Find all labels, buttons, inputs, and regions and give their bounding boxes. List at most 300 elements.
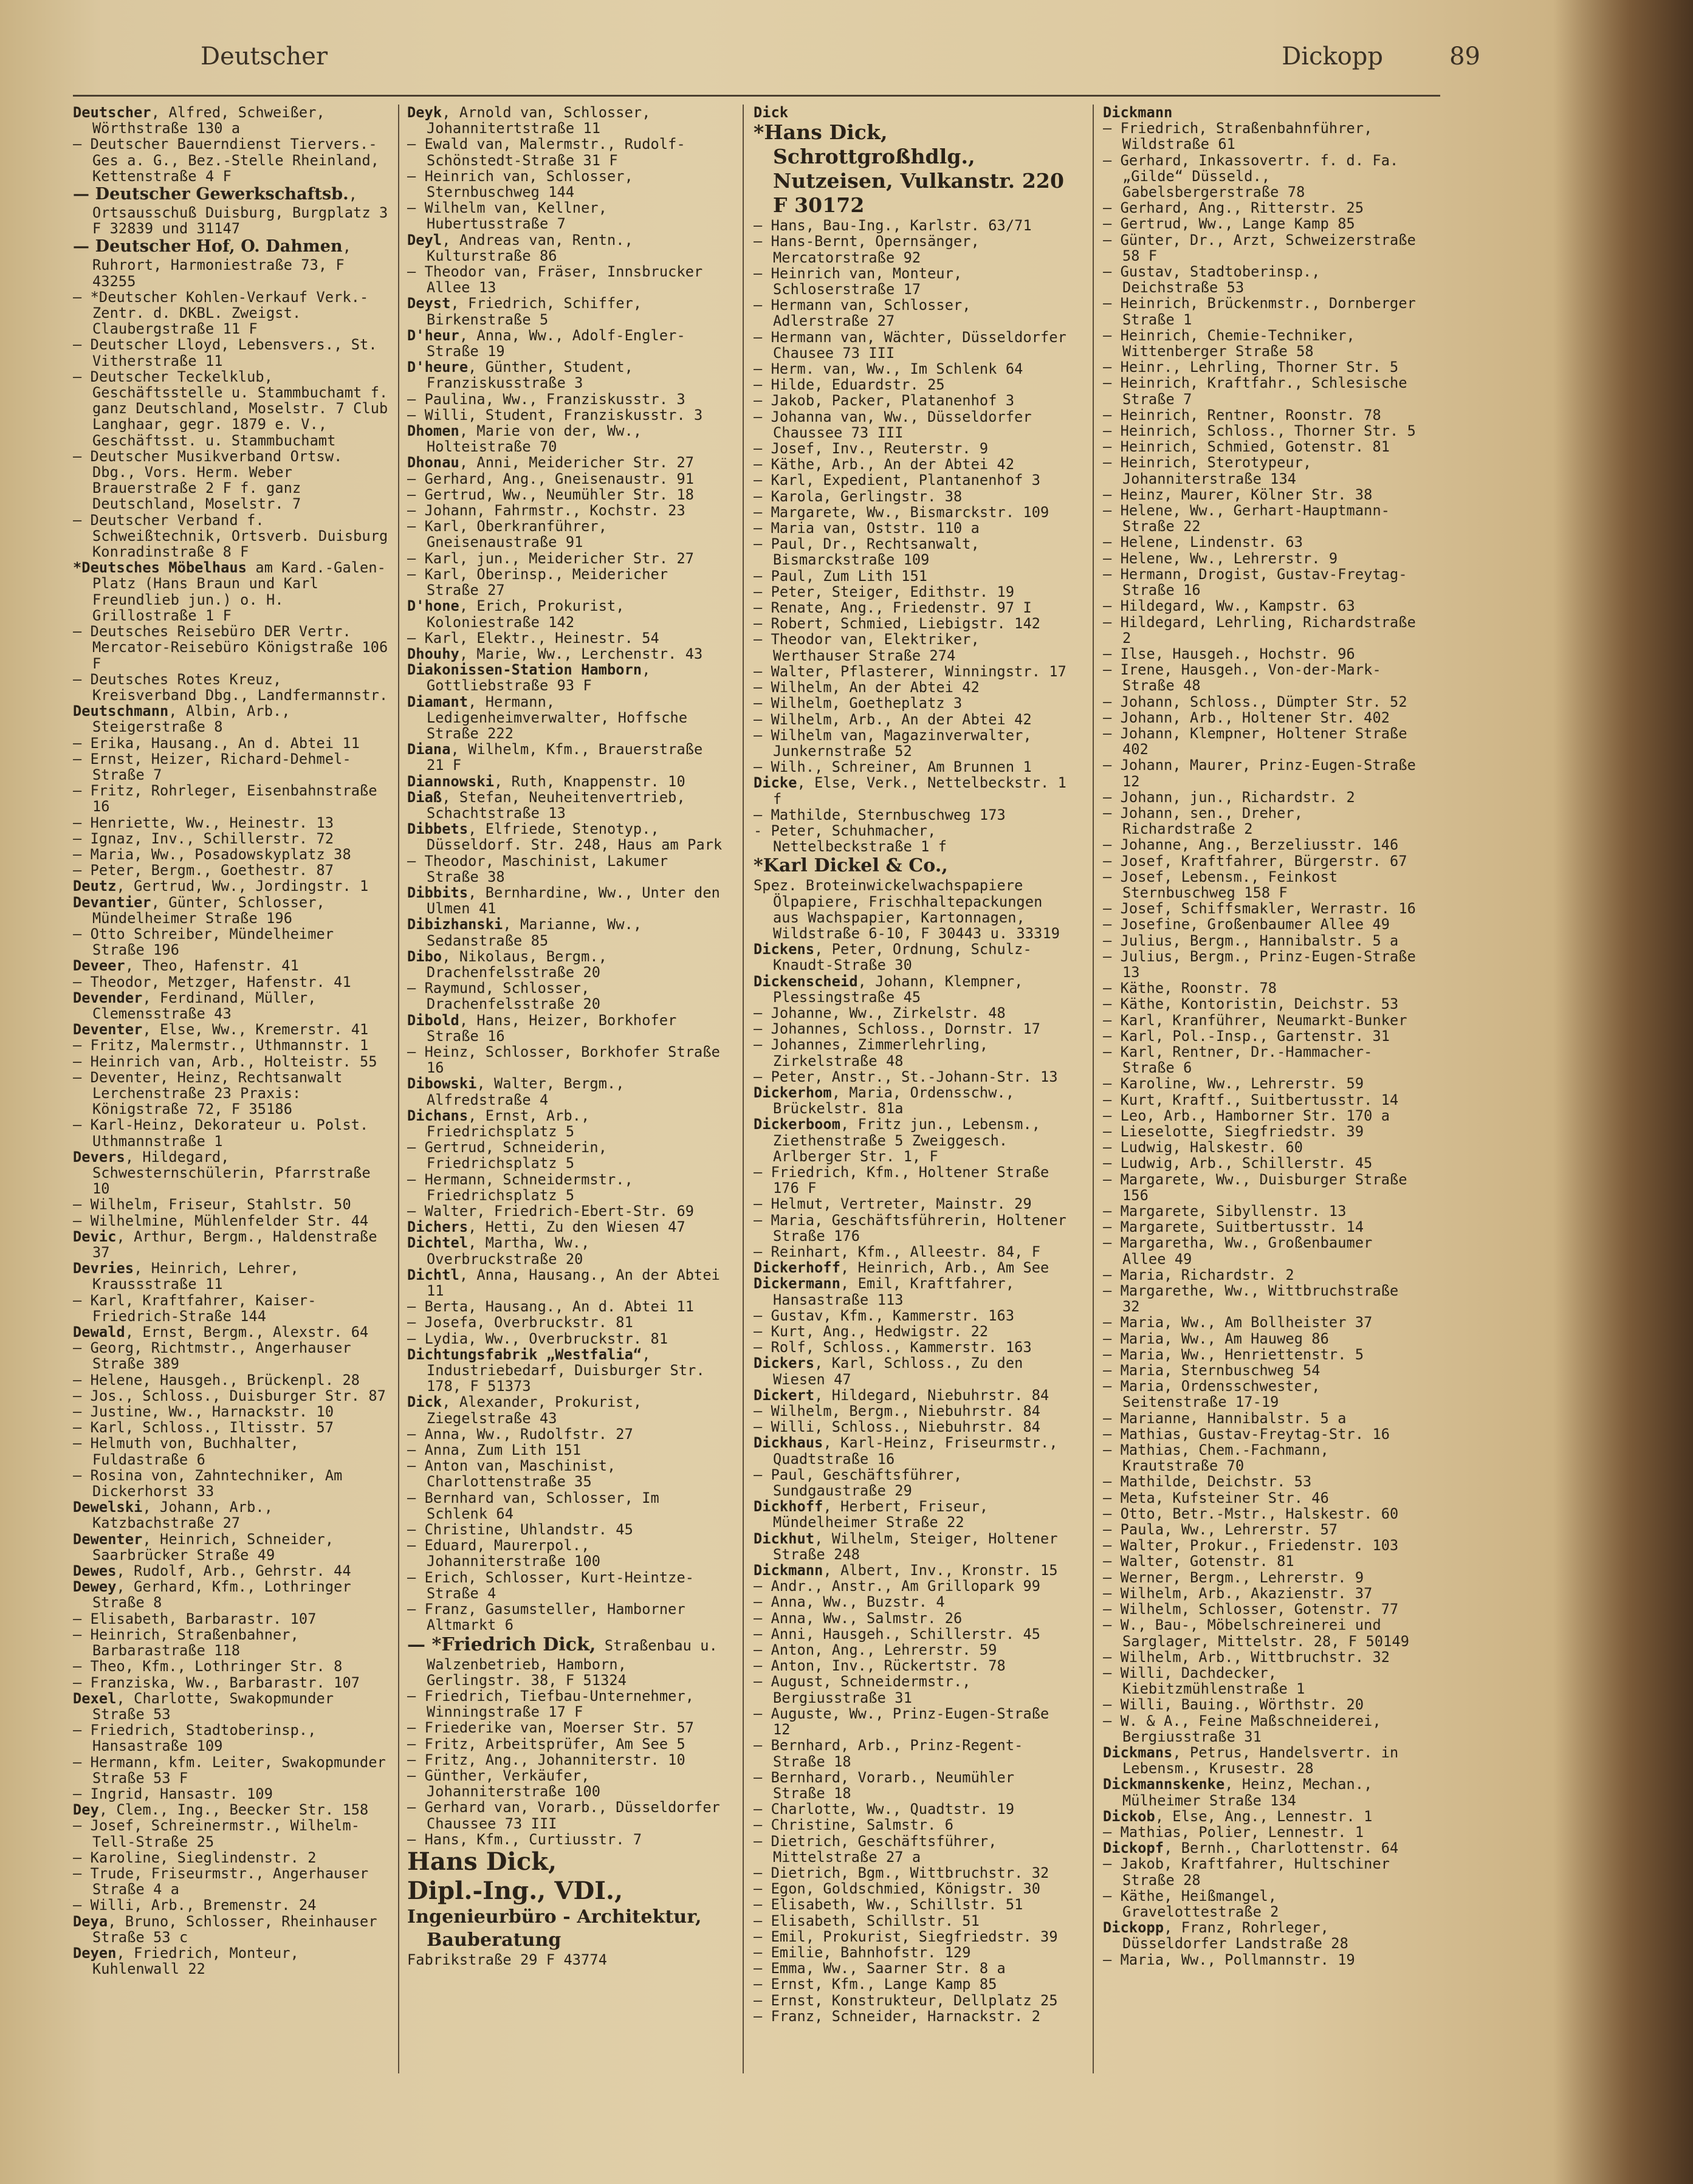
directory-entry: Diakonissen-Station Hamborn, Gottliebstraße 93 F — [407, 661, 651, 695]
directory-entry: — Ernst, Heizer, Richard-Dehmel-Straße 7 — [73, 750, 351, 783]
directory-entry: Dickmannskenke, Heinz, Mechan., Mülheimer Straße 134 — [1103, 1776, 1373, 1809]
column-divider — [743, 105, 744, 2073]
directory-entry: — Wilhelm van, Magazinverwalter, Junkernstraße 52 — [754, 726, 1032, 760]
directory-entry: Deyk, Arnold van, Schlosser, Johannitertstraße 11 — [407, 104, 651, 137]
directory-entry: — Fritz, Ang., Johanniterstr. 10 — [407, 1751, 685, 1768]
directory-entry: Dickers, Karl, Schloss., Zu den Wiesen 47 — [754, 1355, 1023, 1388]
directory-entry: — Mathias, Polier, Lennestr. 1 — [1103, 1823, 1364, 1841]
directory-entry: — Heinrich, Rentner, Roonstr. 78 — [1103, 406, 1381, 424]
directory-entry: — Willi, Dachdecker, Kiebitzmühlenstraße 1 — [1103, 1664, 1305, 1698]
directory-entry: — Heinrich van, Monteur, Schloserstraße 17 — [754, 264, 963, 298]
directory-entry: — Helene, Ww., Lehrerstr. 9 — [1103, 549, 1338, 567]
directory-entry: — Paul, Geschäftsführer, Sundgaustraße 29 — [754, 1466, 963, 1500]
column-3 — [754, 105, 1070, 2024]
directory-entry: — Gertrud, Ww., Lange Kamp 85 — [1103, 215, 1355, 233]
directory-entry: — Willi, Student, Franziskusstr. 3 — [407, 406, 703, 424]
directory-entry: — Helene, Ww., Gerhart-Hauptmann-Straße 22 — [1103, 502, 1390, 535]
directory-entry: — Johann, Arb., Holtener Str. 402 — [1103, 709, 1390, 726]
directory-entry: — Emilie, Bahnhofstr. 129 — [754, 1943, 971, 1961]
directory-entry: — Erika, Hausang., An d. Abtei 11 — [73, 734, 360, 752]
directory-entry: — Anna, Ww., Buzstr. 4 — [754, 1593, 945, 1611]
directory-entry: — Ewald van, Malermstr., Rudolf-Schönstedt-Straße 31 F — [407, 136, 685, 169]
directory-entry: — Margarete, Ww., Bismarckstr. 109 — [754, 503, 1049, 521]
directory-entry: Dickenscheid, Johann, Klempner, Plessingstraße 45 — [754, 972, 1023, 1006]
directory-entry: Dickopf, Bernh., Charlottenstr. 64 — [1103, 1839, 1399, 1857]
directory-entry: Deventer, Else, Ww., Kremerstr. 41 — [73, 1021, 369, 1039]
directory-entry: — Renate, Ang., Friedenstr. 97 I — [754, 599, 1032, 617]
directory-entry: — Berta, Hausang., An d. Abtei 11 — [407, 1298, 695, 1316]
directory-entry: Dibowski, Walter, Bergm., Alfredstraße 4 — [407, 1075, 625, 1108]
directory-entry: — Margarete, Ww., Duisburger Straße 156 — [1103, 1170, 1407, 1204]
directory-entry: — Franz, Gasumsteller, Hamborner Altmarkt 6 — [407, 1601, 685, 1634]
directory-entry: — Johann, jun., Richardstr. 2 — [1103, 788, 1355, 806]
directory-entry: Dickerboom, Fritz jun., Lebensm., Ziethenstraße 5 Zweiggesch. Arlberger Str. 1, F — [754, 1116, 1041, 1165]
directory-entry: — Käthe, Arb., An der Abtei 42 — [754, 456, 1015, 473]
directory-entry: — Auguste, Ww., Prinz-Eugen-Straße 12 — [754, 1705, 1049, 1739]
directory-entry: — Heinrich van, Schlosser, Sternbuschweg 144 — [407, 167, 633, 201]
directory-entry: — Hermann, Schneidermstr., Friedrichsplatz 5 — [407, 1170, 633, 1204]
directory-entry: Dey, Clem., Ing., Beecker Str. 158 — [73, 1801, 369, 1819]
directory-entry: — Wilh., Schreiner, Am Brunnen 1 — [754, 758, 1032, 776]
directory-entry: Deutschmann, Albin, Arb., Steigerstraße 8 — [73, 702, 290, 736]
directory-entry: Dichtungsfabrik „Westfalia“, Industriebedarf, Duisburger Str. 178, F 51373 — [407, 1345, 705, 1395]
directory-entry: — Karl, Elektr., Heinestr. 54 — [407, 629, 659, 647]
directory-entry: Diana, Wilhelm, Kfm., Brauerstraße 21 F — [407, 741, 703, 774]
directory-entry: — Christine, Salmstr. 6 — [754, 1816, 954, 1834]
directory-entry: — Mathilde, Deichstr. 53 — [1103, 1473, 1312, 1491]
directory-entry: Diaß, Stefan, Neuheitenvertrieb, Schachtstraße 13 — [407, 788, 685, 822]
directory-entry: — Käthe, Heißmangel, Gravelottestraße 2 — [1103, 1887, 1279, 1920]
directory-entry: Dickert, Hildegard, Niebuhrstr. 84 — [754, 1386, 1049, 1404]
directory-entry: — Wilhelm, Bergm., Niebuhrstr. 84 — [754, 1403, 1041, 1420]
directory-entry: Spez. Broteinwickelwachspapiere Ölpapiere, Frischhaltepackungen aus Wachspapier, Kartonnagen, Wildstraße 6-10, F 30443 u. 33319 — [754, 877, 1060, 942]
directory-entry: — Justine, Ww., Harnackstr. 10 — [73, 1403, 334, 1421]
directory-entry: Dickmans, Petrus, Handelsvertr. in Lebensm., Krusestr. 28 — [1103, 1743, 1399, 1777]
directory-entry: — Heinrich, Straßenbahner, Barbarastraße 118 — [73, 1626, 299, 1660]
directory-entry: — Margarete, Suitbertusstr. 14 — [1103, 1218, 1364, 1236]
directory-entry: Dickhut, Wilhelm, Steiger, Holtener Straße 248 — [754, 1530, 1058, 1563]
directory-entry: — Henriette, Ww., Heinestr. 13 — [73, 814, 334, 831]
directory-entry: — Johanne, Ang., Berzeliusstr. 146 — [1103, 836, 1399, 854]
directory-entry: — Willi, Schloss., Niebuhrstr. 84 — [754, 1418, 1041, 1436]
directory-entry: — Wilhelm, Arb., An der Abtei 42 — [754, 710, 1032, 728]
directory-entry: — Friedrich, Straßenbahnführer, Wildstraße 61 — [1103, 120, 1373, 153]
directory-entry: Deyst, Friedrich, Schiffer, Birkenstraße 5 — [407, 295, 642, 328]
directory-entry: — Karoline, Ww., Lehrerstr. 59 — [1103, 1075, 1364, 1093]
directory-entry: — Deutscher Musikverband Ortsw. Dbg., Vors. Herm. Weber Brauerstraße 2 F f. ganz Deutschland, Moselstr. 7 — [73, 447, 343, 513]
directory-entry: — Deutsches Reisebüro DER Vertr. Mercator-Reisebüro Königstraße 106 F — [73, 623, 388, 672]
page-number: 89 — [1449, 43, 1480, 70]
directory-entry: — Gustav, Kfm., Kammerstr. 163 — [754, 1307, 1015, 1324]
directory-entry: — Günter, Dr., Arzt, Schweizerstraße 58 F — [1103, 231, 1416, 264]
directory-entry: — Deutscher Lloyd, Lebensvers., St. Vitherstraße 11 — [73, 336, 377, 369]
directory-entry: Diannowski, Ruth, Knappenstr. 10 — [407, 772, 685, 790]
directory-entry: — Fritz, Arbeitsprüfer, Am See 5 — [407, 1735, 685, 1753]
directory-entry: — Anton van, Maschinist, Charlottenstraße 35 — [407, 1457, 616, 1491]
directory-entry: — Karl, Schloss., Iltisstr. 57 — [73, 1419, 334, 1437]
directory-entry: — Julius, Bergm., Prinz-Eugen-Straße 13 — [1103, 947, 1416, 981]
directory-entry: — Maria, Ww., Pollmannstr. 19 — [1103, 1951, 1355, 1968]
directory-entry: Hans Dick, — [407, 1847, 557, 1876]
column-1 — [73, 105, 389, 1977]
directory-entry: — Rosina von, Zahntechniker, Am Dickerhorst 33 — [73, 1466, 343, 1500]
directory-entry: — Helmuth von, Buchhalter, Fuldastraße 6 — [73, 1435, 299, 1468]
directory-entry: — Heinrich, Schmied, Gotenstr. 81 — [1103, 438, 1390, 456]
directory-entry: — Franz, Schneider, Harnackstr. 2 — [754, 2007, 1041, 2025]
directory-entry: Deyl, Andreas van, Rentn., Kulturstraße 86 — [407, 231, 633, 264]
directory-entry: — Willi, Bauing., Wörthstr. 20 — [1103, 1696, 1364, 1714]
directory-entry: Devers, Hildegard, Schwesternschülerin, Pfarrstraße 10 — [73, 1148, 371, 1198]
directory-entry: Dichers, Hetti, Zu den Wiesen 47 — [407, 1218, 685, 1236]
directory-entry: — Anton, Inv., Rückertstr. 78 — [754, 1657, 1006, 1675]
directory-entry: — Willi, Arb., Bremenstr. 24 — [73, 1897, 317, 1914]
directory-entry: — Deutsches Rotes Kreuz, Kreisverband Dbg., Landfermannstr. — [73, 670, 388, 704]
directory-entry: — Wilhelm van, Kellner, Hubertusstraße 7 — [407, 199, 608, 233]
directory-entry: — Peter, Steiger, Edithstr. 19 — [754, 583, 1015, 600]
directory-entry: — Georg, Richtmstr., Angerhauser Straße 389 — [73, 1339, 351, 1373]
directory-entry: Deveer, Theo, Hafenstr. 41 — [73, 957, 299, 975]
directory-entry: — Friedrich, Stadtoberinsp., Hansastraße 109 — [73, 1722, 317, 1755]
directory-entry: — Egon, Goldschmied, Königstr. 30 — [754, 1880, 1041, 1898]
directory-entry: — Gertrud, Schneiderin, Friedrichsplatz 5 — [407, 1139, 608, 1172]
directory-entry: — Hans-Bernt, Opernsänger, Mercatorstraße 92 — [754, 233, 980, 266]
directory-entry: — Walter, Friedrich-Ebert-Str. 69 — [407, 1203, 695, 1220]
directory-entry: — Hermann van, Schlosser, Adlerstraße 27 — [754, 297, 971, 330]
directory-entry: Dewes, Rudolf, Arb., Gehrstr. 44 — [73, 1562, 351, 1580]
directory-entry: — Heinz, Maurer, Kölner Str. 38 — [1103, 486, 1373, 503]
directory-entry: — Maria, Geschäftsführerin, Holtener Straße 176 — [754, 1211, 1066, 1245]
directory-entry: — Theo, Kfm., Lothringer Str. 8 — [73, 1658, 343, 1675]
directory-entry: — Paula, Ww., Lehrerstr. 57 — [1103, 1521, 1338, 1539]
directory-entry: — Reinhart, Kfm., Alleestr. 84, F — [754, 1243, 1041, 1260]
directory-entry: — Anna, Ww., Salmstr. 26 — [754, 1609, 963, 1627]
directory-entry: — Ingrid, Hansastr. 109 — [73, 1785, 273, 1802]
directory-entry: — Bernhard, Vorarb., Neumühler Straße 18 — [754, 1768, 1015, 1802]
directory-entry: — Käthe, Roonstr. 78 — [1103, 980, 1277, 997]
directory-entry: — Johann, sen., Dreher, Richardstraße 2 — [1103, 804, 1303, 838]
directory-entry: — Wilhelmine, Mühlenfelder Str. 44 — [73, 1212, 369, 1229]
directory-entry: — Dietrich, Geschäftsführer, Mittelstraße 27 a — [754, 1832, 997, 1866]
directory-entry: — Maria, Ww., Posadowskyplatz 38 — [73, 845, 351, 863]
directory-entry: — Andr., Anstr., Am Grillopark 99 — [754, 1578, 1041, 1595]
directory-entry: — Hilde, Eduardstr. 25 — [754, 376, 945, 394]
directory-entry: — Gustav, Stadtoberinsp., Deichstraße 53 — [1103, 263, 1320, 297]
directory-entry: Dewald, Ernst, Bergm., Alexstr. 64 — [73, 1324, 369, 1341]
directory-entry: — Peter, Anstr., St.-Johann-Str. 13 — [754, 1068, 1058, 1085]
directory-entry: — Karola, Gerlingstr. 38 — [754, 487, 963, 505]
directory-entry: — Anni, Hausgeh., Schillerstr. 45 — [754, 1625, 1041, 1643]
directory-entry: — Paul, Zum Lith 151 — [754, 567, 928, 585]
directory-entry: — August, Schneidermstr., Bergiusstraße 31 — [754, 1673, 971, 1706]
directory-entry: — Mathias, Chem.-Fachmann, Krautstraße 70 — [1103, 1441, 1329, 1475]
directory-entry: — Deutscher Verband f. Schweißtechnik, Ortsverb. Duisburg Konradinstraße 8 F — [73, 511, 388, 561]
directory-entry: Dickhaus, Karl-Heinz, Friseurmstr., Quadtstraße 16 — [754, 1434, 1058, 1468]
directory-entry: D'heure, Günther, Student, Franziskusstraße 3 — [407, 359, 633, 392]
directory-entry: — Josefine, Großenbaumer Allee 49 — [1103, 916, 1390, 933]
directory-entry: — Charlotte, Ww., Quadtstr. 19 — [754, 1801, 1015, 1818]
directory-entry: — Karl-Heinz, Dekorateur u. Polst. Uthmannstraße 1 — [73, 1116, 369, 1150]
directory-entry: Dick, Alexander, Prokurist, Ziegelstraße 43 — [407, 1393, 642, 1427]
directory-entry: — Friedrich, Tiefbau-Unternehmer, Winningstraße 17 F — [407, 1687, 695, 1721]
directory-entry: — Werner, Bergm., Lehrerstr. 9 — [1103, 1568, 1364, 1586]
directory-entry: — Wilhelm, Goetheplatz 3 — [754, 695, 963, 712]
directory-entry: Dickmann, Albert, Inv., Kronstr. 15 — [754, 1562, 1058, 1579]
directory-entry: — Kurt, Kraftf., Suitbertusstr. 14 — [1103, 1091, 1399, 1108]
directory-entry: — Theodor, Metzger, Hafenstr. 41 — [73, 973, 351, 991]
directory-entry: — Josef, Inv., Reuterstr. 9 — [754, 440, 989, 458]
directory-entry: Diamant, Hermann, Ledigenheimverwalter, Hoffsche Straße 222 — [407, 693, 688, 742]
directory-entry: Dichans, Ernst, Arb., Friedrichsplatz 5 — [407, 1107, 590, 1140]
directory-entry: *Karl Dickel & Co., — [754, 855, 948, 877]
directory-entry: — Fritz, Rohrleger, Eisenbahnstraße 16 — [73, 782, 377, 816]
directory-entry: — Margaretha, Ww., Großenbaumer Allee 49 — [1103, 1234, 1373, 1268]
directory-entry: — Karl, Kranführer, Neumarkt-Bunker — [1103, 1011, 1407, 1029]
directory-entry: — Heinz, Schlosser, Borkhofer Straße 16 — [407, 1043, 720, 1077]
directory-entry: — Wilhelm, Arb., Akazienstr. 37 — [1103, 1584, 1373, 1602]
directory-entry: Dickerhoff, Heinrich, Arb., Am See — [754, 1259, 1049, 1277]
directory-entry: Dichtel, Martha, Ww., Overbruckstraße 20 — [407, 1234, 590, 1268]
directory-entry: — Maria, Ww., Henriettenstr. 5 — [1103, 1345, 1364, 1363]
book-spine-shadow — [1553, 0, 1693, 2184]
directory-entry: — Jos., Schloss., Duisburger Str. 87 — [73, 1387, 386, 1404]
directory-entry: — Karl, Pol.-Insp., Gartenstr. 31 — [1103, 1027, 1390, 1045]
directory-entry: — Josef, Lebensm., Feinkost Sternbuschweg 158 F — [1103, 868, 1338, 901]
directory-entry: Dewenter, Heinrich, Schneider, Saarbrücker Straße 49 — [73, 1530, 334, 1564]
directory-entry: Fabrikstraße 29 F 43774 — [407, 1951, 608, 1968]
directory-entry: — Heinrich, Kraftfahr., Schlesische Straße 7 — [1103, 374, 1407, 408]
directory-entry: Devic, Arthur, Bergm., Haldenstraße 37 — [73, 1228, 377, 1262]
directory-entry: — Hermann, kfm. Leiter, Swakopmunder Straße 53 F — [73, 1753, 386, 1787]
directory-entry: Dickerhom, Maria, Ordensschw., Brückelstr. 81a — [754, 1083, 1015, 1118]
directory-entry: — W. & A., Feine Maßschneiderei, Bergiusstraße 31 — [1103, 1712, 1381, 1745]
directory-entry: Dipl.-Ing., VDI., — [407, 1876, 623, 1905]
directory-entry: — Julius, Bergm., Hannibalstr. 5 a — [1103, 932, 1399, 949]
directory-entry: — Deutscher Bauerndienst Tiervers.-Ges a. G., Bez.-Stelle Rheinland, Kettenstraße 4 F — [73, 136, 380, 185]
directory-entry: — Karl, Expedient, Plantanenhof 3 — [754, 472, 1041, 489]
directory-entry: — Josef, Schiffsmakler, Werrastr. 16 — [1103, 900, 1416, 918]
directory-entry: — Hildegard, Ww., Kampstr. 63 — [1103, 597, 1355, 615]
directory-entry: Dickens, Peter, Ordnung, Schulz-Knaudt-Straße 30 — [754, 941, 1032, 974]
directory-entry: — Wilhelm, Friseur, Stahlstr. 50 — [73, 1196, 351, 1214]
directory-entry: Deutscher, Alfred, Schweißer, Wörthstraße 130 a — [73, 104, 325, 137]
directory-entry: — Maria, Ww., Am Bollheister 37 — [1103, 1314, 1373, 1331]
column-2 — [407, 105, 723, 1968]
directory-entry: — Margarethe, Ww., Wittbruchstraße 32 — [1103, 1282, 1399, 1316]
directory-entry: Dexel, Charlotte, Swakopmunder Straße 53 — [73, 1689, 334, 1723]
directory-entry: Devries, Heinrich, Lehrer, Kraussstraße 11 — [73, 1260, 299, 1293]
directory-entry: — Franziska, Ww., Barbarastr. 107 — [73, 1674, 360, 1691]
directory-entry: — Johann, Klempner, Holtener Straße 402 — [1103, 724, 1407, 758]
directory-entry: — *Deutscher Kohlen-Verkauf Verk.-Zentr. d. DKBL. Zweigst. Claubergstraße 11 F — [73, 288, 369, 338]
directory-entry: — Anton, Ang., Lehrerstr. 59 — [754, 1641, 997, 1659]
directory-entry: Dichtl, Anna, Hausang., An der Abtei 11 — [407, 1266, 720, 1300]
directory-entry: Dickermann, Emil, Kraftfahrer, Hansastraße 113 — [754, 1275, 1015, 1308]
directory-entry: — Gerhard, Ang., Ritterstr. 25 — [1103, 199, 1364, 217]
directory-entry: — Anna, Zum Lith 151 — [407, 1441, 582, 1459]
directory-entry: — Trude, Friseurmstr., Angerhauser Straße 4 a — [73, 1864, 369, 1898]
directory-entry: Dickob, Else, Ang., Lennestr. 1 — [1103, 1807, 1373, 1825]
directory-entry: — Hermann, Drogist, Gustav-Freytag-Straße 16 — [1103, 565, 1407, 599]
directory-entry: — Karoline, Sieglindenstr. 2 — [73, 1849, 317, 1866]
directory-entry: — Maria, Ww., Am Hauweg 86 — [1103, 1330, 1329, 1347]
directory-entry: — Hans, Bau-Ing., Karlstr. 63/71 — [754, 217, 1032, 235]
directory-entry: — Otto Schreiber, Mündelheimer Straße 196 — [73, 925, 334, 959]
directory-entry: — Helmut, Vertreter, Mainstr. 29 — [754, 1195, 1032, 1213]
page-header — [79, 43, 1480, 79]
column-4 — [1103, 105, 1419, 1968]
directory-entry: Deutz, Gertrud, Ww., Jordingstr. 1 — [73, 877, 369, 895]
directory-entry: — Fritz, Malermstr., Uthmannstr. 1 — [73, 1037, 369, 1054]
directory-entry: *Deutsches Möbelhaus am Kard.-Galen-Platz (Hans Braun und Karl Freundlieb jun.) o. H. Grillostraße 1 F — [73, 559, 386, 624]
directory-entry: D'hone, Erich, Prokurist, Koloniestraße 142 — [407, 597, 625, 631]
directory-entry: — Bernhard, Arb., Prinz-Regent-Straße 18 — [754, 1737, 1023, 1770]
directory-entry: — Theodor van, Fräser, Innsbrucker Allee 13 — [407, 263, 703, 297]
directory-entry: — Ludwig, Arb., Schillerstr. 45 — [1103, 1155, 1373, 1172]
directory-entry: D'heur, Anna, Ww., Adolf-Engler-Straße 19 — [407, 326, 685, 360]
directory-entry: — Josef, Kraftfahrer, Bürgerstr. 67 — [1103, 852, 1407, 870]
directory-entry: — Friederike van, Moerser Str. 57 — [407, 1719, 695, 1737]
directory-entry: — Eduard, Maurerpol., Johanniterstraße 100 — [407, 1537, 601, 1570]
directory-entry: Dhomen, Marie von der, Ww., Holteistraße 70 — [407, 422, 642, 456]
directory-entry: — Emma, Ww., Saarner Str. 8 a — [754, 1960, 1006, 1977]
directory-entry: — Karl, Oberinsp., Meidericher Straße 27 — [407, 565, 668, 599]
directory-entry: — Theodor van, Elektriker, Werthauser Straße 274 — [754, 631, 980, 664]
directory-entry: — Ernst, Konstrukteur, Dellplatz 25 — [754, 1991, 1058, 2009]
directory-entry: — Rolf, Schloss., Kammerstr. 163 — [754, 1339, 1032, 1356]
directory-entry: — Wilhelm, Arb., Wittbruchstr. 32 — [1103, 1648, 1390, 1666]
directory-entry: — Helene, Hausgeh., Brückenpl. 28 — [73, 1371, 360, 1389]
directory-entry: — Helene, Lindenstr. 63 — [1103, 534, 1303, 551]
directory-entry: — *Friedrich Dick, Straßenbau u. Walzenbetrieb, Hamborn, Gerlingstr. 38, F 51324 — [407, 1633, 718, 1689]
directory-entry: — Johann, Schloss., Dümpter Str. 52 — [1103, 693, 1407, 710]
directory-entry: — Käthe, Kontoristin, Deichstr. 53 — [1103, 995, 1399, 1013]
directory-entry: — Günther, Verkäufer, Johanniterstraße 100 — [407, 1767, 601, 1801]
directory-entry: — Deutscher Hof, O. Dahmen, Ruhrort, Harmoniestraße 73, F 43255 — [73, 237, 352, 290]
directory-entry: — Herm. van, Ww., Im Schlenk 64 — [754, 360, 1023, 378]
directory-entry: — Johann, Fahrmstr., Kochstr. 23 — [407, 502, 685, 520]
directory-entry: — Elisabeth, Schillstr. 51 — [754, 1912, 980, 1929]
directory-entry: — Heinr., Lehrling, Thorner Str. 5 — [1103, 359, 1399, 376]
directory-entry: — Ignaz, Inv., Schillerstr. 72 — [73, 829, 334, 847]
directory-entry: Dibbits, Bernhardine, Ww., Unter den Ulmen 41 — [407, 884, 720, 918]
directory-entry: Devender, Ferdinand, Müller, Clemensstraße 43 — [73, 989, 317, 1022]
directory-entry: — Maria, Sternbuschweg 54 — [1103, 1362, 1320, 1379]
directory-entry: — Ludwig, Halskestr. 60 — [1103, 1139, 1303, 1156]
directory-entry: — Ilse, Hausgeh., Hochstr. 96 — [1103, 645, 1355, 662]
directory-entry: — Gerhard van, Vorarb., Düsseldorfer Chaussee 73 III — [407, 1799, 720, 1832]
directory-entry: Dibold, Hans, Heizer, Borkhofer Straße 16 — [407, 1011, 677, 1045]
directory-entry: — Johannes, Schloss., Dornstr. 17 — [754, 1020, 1041, 1038]
directory-entry: Dibbets, Elfriede, Stenotyp., Düsseldorf. Str. 248, Haus am Park — [407, 820, 723, 854]
directory-entry: — Walter, Gotenstr. 81 — [1103, 1553, 1294, 1570]
directory-entry: Dick — [754, 104, 789, 121]
directory-entry: — Robert, Schmied, Liebigstr. 142 — [754, 615, 1041, 633]
directory-entry: — Meta, Kufsteiner Str. 46 — [1103, 1489, 1329, 1506]
directory-entry: Ingenieurbüro - Architektur, Bauberatung — [407, 1906, 702, 1951]
directory-entry: - Peter, Schuhmacher, Nettelbeckstraße 1 f — [754, 822, 947, 856]
directory-entry: — Josefa, Overbruckstr. 81 — [407, 1314, 633, 1331]
directory-entry: — Elisabeth, Ww., Schillstr. 51 — [754, 1896, 1023, 1914]
directory-entry: — Elisabeth, Barbarastr. 107 — [73, 1610, 317, 1627]
directory-entry: Dicke, Else, Verk., Nettelbeckstr. 1 f — [754, 774, 1066, 808]
directory-entry: Dewey, Gerhard, Kfm., Lothringer Straße 8 — [73, 1578, 351, 1612]
directory-entry: — Lieselotte, Siegfriedstr. 39 — [1103, 1123, 1364, 1140]
directory-entry: — Friedrich, Kfm., Holtener Straße 176 F — [754, 1163, 1049, 1197]
directory-entry: Devantier, Günter, Schlosser, Mündelheimer Straße 196 — [73, 893, 325, 927]
directory-entry: — Paul, Dr., Rechtsanwalt, Bismarckstraße 109 — [754, 535, 980, 569]
directory-entry: — Maria van, Oststr. 110 a — [754, 520, 980, 537]
directory-entry: — Hermann van, Wächter, Düsseldorfer Chausee 73 III — [754, 328, 1066, 362]
directory-entry: — Jakob, Packer, Platanenhof 3 — [754, 392, 1015, 410]
directory-entry: — Mathilde, Sternbuschweg 173 — [754, 806, 1006, 823]
directory-entry: — Jakob, Kraftfahrer, Hultschiner Straße 28 — [1103, 1855, 1390, 1889]
directory-entry: — Heinrich, Schloss., Thorner Str. 5 — [1103, 422, 1416, 440]
directory-entry: Dibo, Nikolaus, Bergm., Drachenfelsstraße 20 — [407, 947, 608, 981]
directory-entry: — Johann, Maurer, Prinz-Eugen-Straße 12 — [1103, 757, 1416, 790]
directory-entry: — Anna, Ww., Rudolfstr. 27 — [407, 1425, 633, 1443]
directory-entry: — Heinrich, Sterotypeur, Johanniterstraße 134 — [1103, 454, 1312, 487]
directory-entry: — Emil, Prokurist, Siegfriedstr. 39 — [754, 1928, 1058, 1945]
directory-entry: — Josef, Schreinermstr., Wilhelm-Tell-Straße 25 — [73, 1817, 360, 1850]
directory-entry: — Paulina, Ww., Franziskusstr. 3 — [407, 390, 685, 408]
directory-entry: — Margarete, Sibyllenstr. 13 — [1103, 1203, 1347, 1220]
directory-entry: — Johannes, Zimmerlehrling, Zirkelstraße 48 — [754, 1036, 989, 1070]
directory-entry: — Theodor, Maschinist, Lakumer Straße 38 — [407, 852, 668, 885]
column-divider — [398, 105, 399, 2073]
directory-entry: — Mathias, Gustav-Freytag-Str. 16 — [1103, 1425, 1390, 1443]
column-divider — [1093, 105, 1094, 2073]
directory-entry: — Bernhard van, Schlosser, Im Schlenk 64 — [407, 1489, 659, 1522]
directory-entry: — Wilhelm, An der Abtei 42 — [754, 679, 980, 696]
directory-entry: — Peter, Bergm., Goethestr. 87 — [73, 862, 334, 879]
directory-entry: — Maria, Richardstr. 2 — [1103, 1266, 1294, 1283]
directory-entry: — Gerhard, Ang., Gneisenaustr. 91 — [407, 470, 695, 487]
directory-entry: — Leo, Arb., Hamborner Str. 170 a — [1103, 1107, 1390, 1124]
directory-entry: — Heinrich, Brückenmstr., Dornberger Straße 1 — [1103, 295, 1416, 328]
directory-entry: — Johanne, Ww., Zirkelstr. 48 — [754, 1004, 1006, 1022]
directory-entry: Dickhoff, Herbert, Friseur, Mündelheimer Straße 22 — [754, 1498, 989, 1531]
directory-entry: — Lydia, Ww., Overbruckstr. 81 — [407, 1330, 668, 1347]
directory-entry: Dhonau, Anni, Meidericher Str. 27 — [407, 454, 695, 472]
directory-entry: Dibizhanski, Marianne, Ww., Sedanstraße 85 — [407, 916, 642, 949]
directory-entry: — Heinrich, Chemie-Techniker, Wittenberger Straße 58 — [1103, 326, 1355, 360]
header-rule — [73, 95, 1440, 97]
directory-entry: — Gertrud, Ww., Neumühler Str. 18 — [407, 486, 695, 503]
directory-entry: — Erich, Schlosser, Kurt-Heintze-Straße 4 — [407, 1568, 695, 1602]
directory-entry: — Ernst, Kfm., Lange Kamp 85 — [754, 1976, 997, 1993]
header-left-keyword: Deutscher — [201, 43, 328, 70]
directory-entry: — Johanna van, Ww., Düsseldorfer Chaussee 73 III — [754, 408, 1032, 441]
directory-entry: — Heinrich van, Arb., Holteistr. 55 — [73, 1053, 377, 1070]
directory-entry: Dickmann — [1103, 104, 1173, 121]
directory-entry: — Hildegard, Lehrling, Richardstraße 2 — [1103, 613, 1416, 647]
directory-entry: Deya, Bruno, Schlosser, Rheinhauser Straße 53 c — [73, 1912, 377, 1946]
directory-entry: Dhouhy, Marie, Ww., Lerchenstr. 43 — [407, 645, 703, 662]
directory-entry: *Hans Dick, Schrottgroßhdlg., Nutzeisen, Vulkanstr. 220 F 30172 — [754, 120, 1065, 218]
directory-entry: — Otto, Betr.-Mstr., Halskestr. 60 — [1103, 1505, 1399, 1522]
directory-entry: — Marianne, Hannibalstr. 5 a — [1103, 1409, 1347, 1427]
directory-entry: — W., Bau-, Möbelschreinerei und Sarglager, Mittelstr. 28, F 50149 — [1103, 1616, 1410, 1650]
directory-entry: — Deutscher Teckelklub, Geschäftsstelle u. Stammbuchamt f. ganz Deutschland, Moselstr. 7 Club Langhaar, gegr. 1879 e. V., Geschäftsst. u. Stammbuchamt — [73, 368, 388, 449]
directory-entry: — Kurt, Ang., Hedwigstr. 22 — [754, 1323, 989, 1341]
directory-entry: — Gerhard, Inkassovertr. f. d. Fa. „Gilde“ Düsseld., Gabelsbergerstraße 78 — [1103, 151, 1399, 201]
directory-entry: — Dietrich, Bgm., Wittbruchstr. 32 — [754, 1864, 1049, 1881]
directory-entry: — Karl, Rentner, Dr.-Hammacher-Straße 6 — [1103, 1043, 1373, 1077]
directory-entry: Deyen, Friedrich, Monteur, Kuhlenwall 22 — [73, 1944, 299, 1978]
directory-entry: — Walter, Pflasterer, Winningstr. 17 — [754, 662, 1066, 680]
directory-entry: — Karl, jun., Meidericher Str. 27 — [407, 549, 695, 567]
directory-entry: — Deventer, Heinz, Rechtsanwalt Lerchenstraße 23 Praxis: Königstraße 72, F 35186 — [73, 1068, 343, 1118]
